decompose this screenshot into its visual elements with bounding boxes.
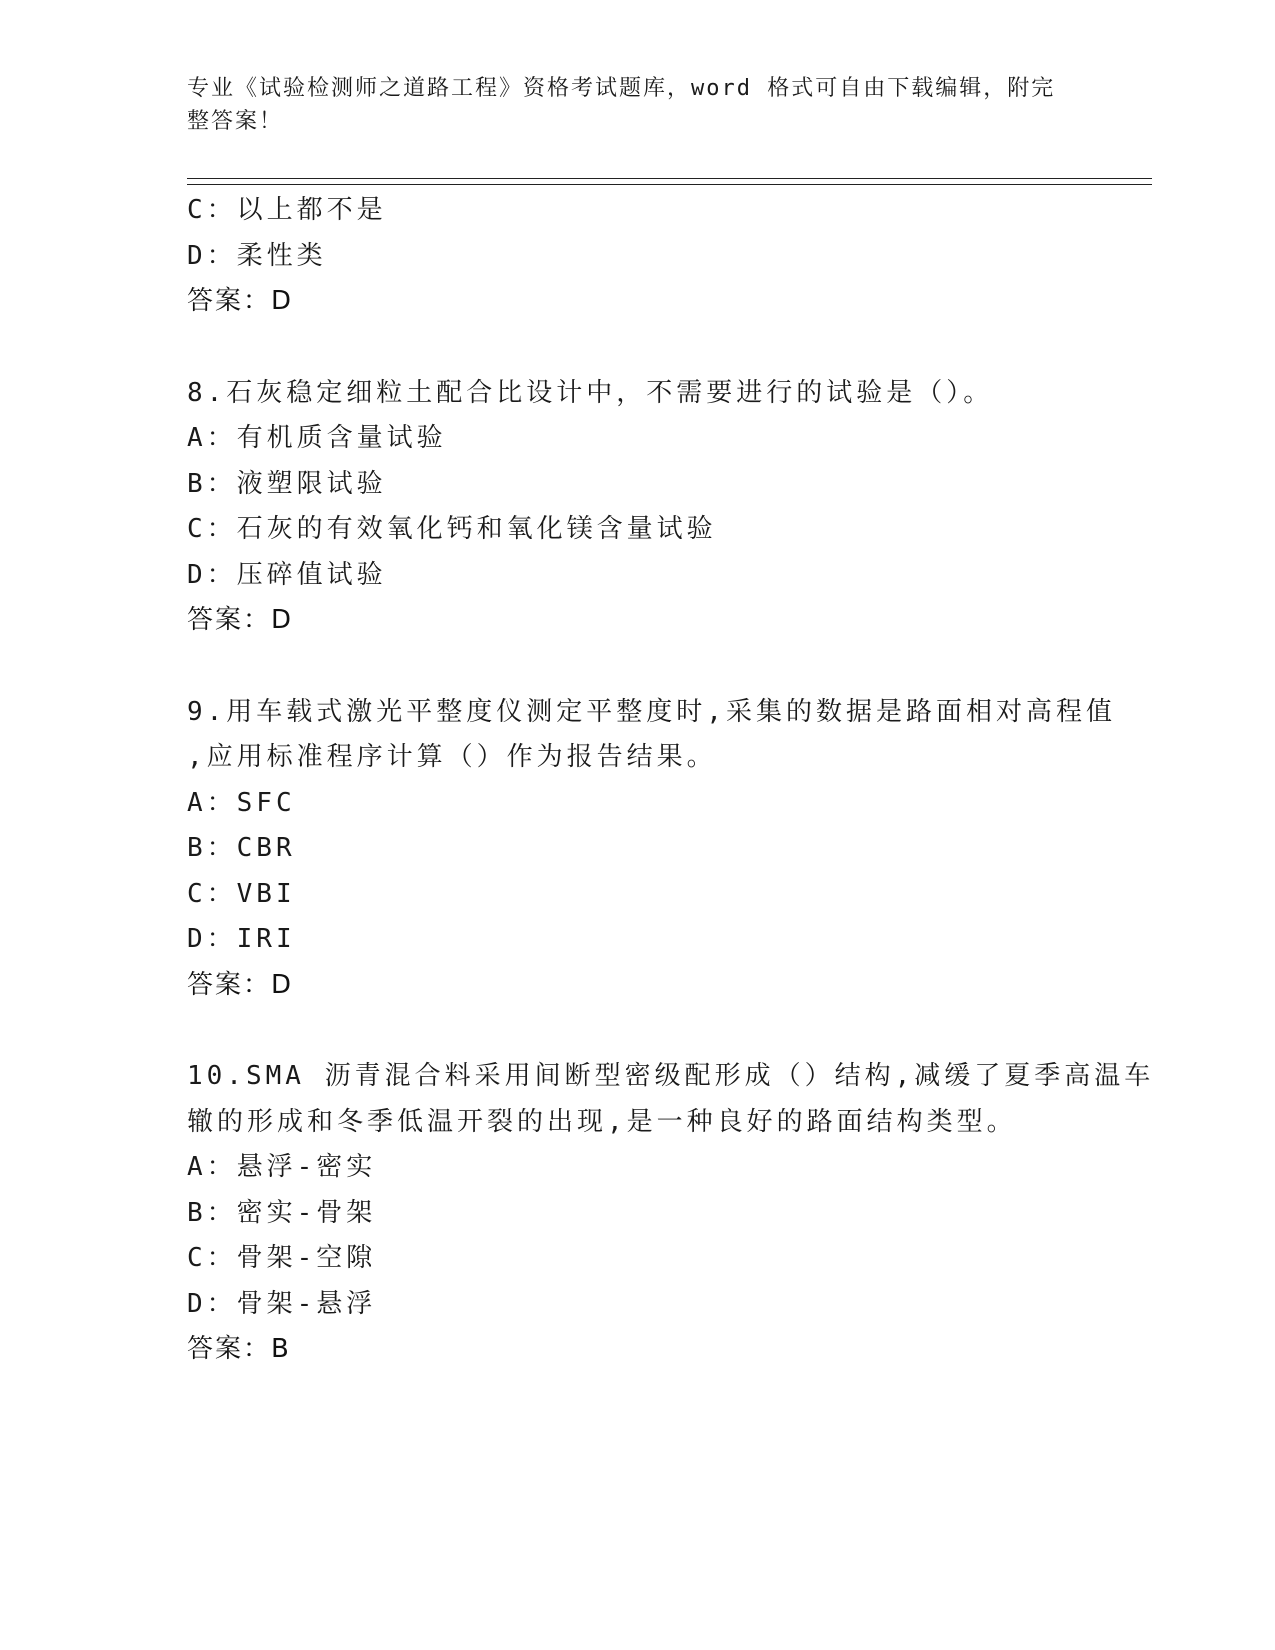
header-rule-top — [187, 178, 1152, 179]
option-d: D：柔性类 — [187, 240, 327, 271]
page-header — [187, 72, 1067, 138]
option-b: B：CBR — [187, 833, 296, 863]
question-block-10 — [187, 1054, 1155, 1373]
option-c: C：VBI — [187, 878, 296, 909]
question-stem: 8.石灰稳定细粒土配合比设计中，不需要进行的试验是（）。 — [187, 377, 994, 408]
option-a: A：SFC — [187, 787, 296, 818]
question-stem-continued: 辙的形成和冬季低温开裂的出现,是一种良好的路面结构类型。 — [187, 1106, 1017, 1137]
header-rule-bottom — [187, 184, 1152, 185]
question-stem: 9.用车载式激光平整度仪测定平整度时,采集的数据是路面相对高程值 — [187, 696, 1116, 727]
question-block-8 — [187, 371, 1087, 644]
answer-line: 答案：D — [187, 605, 294, 635]
answer-line: 答案：B — [187, 1334, 291, 1364]
option-b: B：密实-骨架 — [187, 1197, 377, 1228]
answer-line: 答案：D — [187, 969, 294, 1000]
option-c: C：石灰的有效氧化钙和氧化镁含量试验 — [187, 514, 717, 544]
answer-line: 答案：D — [187, 286, 294, 316]
option-d: D：IRI — [187, 924, 296, 954]
question-stem-continued: ,应用标准程序计算（）作为报告结果。 — [187, 742, 717, 772]
option-c: C：骨架-空隙 — [187, 1243, 377, 1273]
spacer — [187, 644, 1087, 690]
option-c: C：以上都不是 — [187, 195, 387, 225]
question-block-prev — [187, 188, 1087, 325]
option-d: D：压碎值试验 — [187, 559, 387, 590]
header-line-1: 专业《试验检测师之道路工程》资格考试题库，word 格式可自由下载编辑，附完 — [187, 76, 1056, 101]
header-line-2: 整答案！ — [187, 109, 284, 134]
option-b: B：液塑限试验 — [187, 468, 387, 499]
question-stem: 10.SMA 沥青混合料采用间断型密级配形成（）结构,减缓了夏季高温车 — [187, 1061, 1155, 1091]
option-a: A：有机质含量试验 — [187, 423, 447, 453]
spacer — [187, 1008, 1087, 1054]
question-list — [187, 188, 1155, 1373]
spacer — [187, 325, 1087, 371]
option-d: D：骨架-悬浮 — [187, 1288, 377, 1319]
option-a: A：悬浮-密实 — [187, 1152, 377, 1182]
question-block-9 — [187, 690, 1116, 1009]
